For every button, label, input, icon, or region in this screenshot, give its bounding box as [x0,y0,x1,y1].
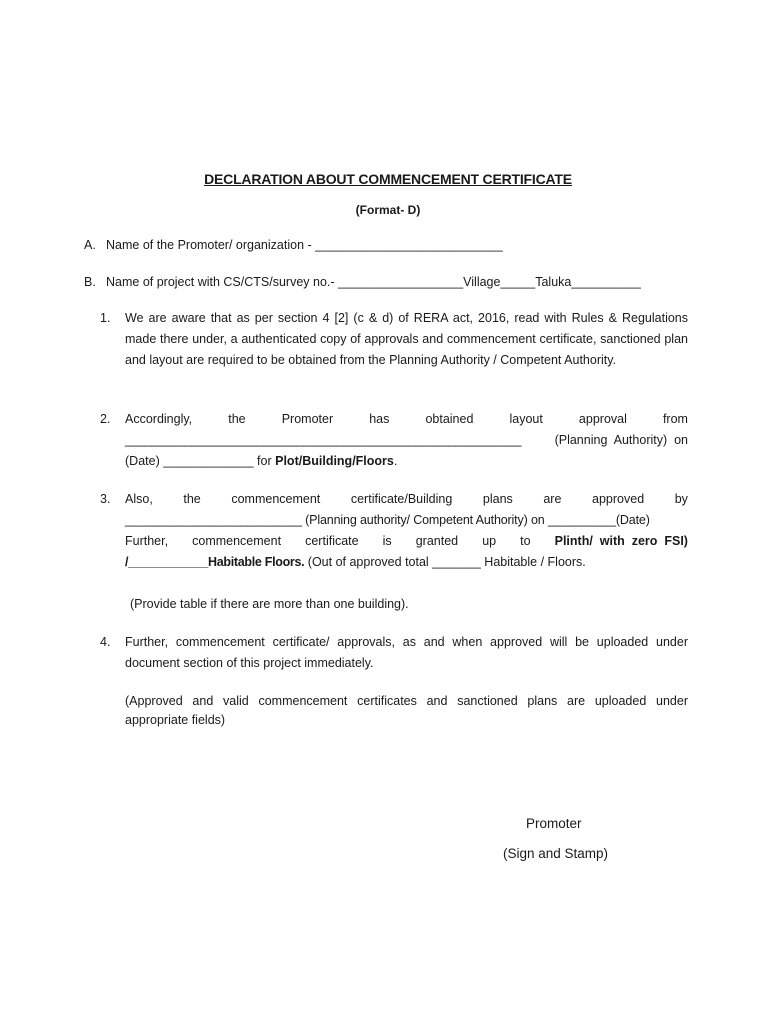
plinth-zero-fsi: Plinth/ with zero FSI) [554,534,688,548]
field-a-letter: A. [84,238,96,252]
format-label: (Format- D) [355,203,421,217]
note-provide-table: (Provide table if there are more than one building). [130,597,409,611]
item-3-word: commencement [192,534,282,548]
field-b-text: Name of project with CS/CTS/survey no.- __________________Village_____Taluka__________ [106,275,641,289]
item-4-text: Further, commencement certificate/ approvals, as and when approved will be uploaded under document section of this project immediately. [125,635,688,670]
date-blank: (Date) _____________ for [125,454,276,468]
item-3-word: are [543,492,562,506]
item-2-line-1 [125,409,688,430]
item-2-word: the [228,412,246,426]
promoter-label: Promoter [526,816,582,831]
item-3-text [125,489,688,573]
item-3-line-1 [125,489,688,510]
item-2-text [125,409,688,472]
item-3-word: plans [482,492,513,506]
item-3-word: is [382,534,392,548]
item-3-word: granted [415,534,459,548]
sign-and-stamp: (Sign and Stamp) [503,846,609,861]
project-name-field [84,275,641,289]
approved-total: (Out of approved total _______ Habitable / Floors. [304,555,586,569]
item-2-word: obtained [425,412,474,426]
item-1-text: We are aware that as per section 4 [2] (c & d) of RERA act, 2016, read with Rules & Regulations made there under, a authenticated copy of approvals and commencement certificate, sanctioned plan and layout are required to be obtained from the Planning Authority / Competent Authority. [125,311,688,367]
note-approved-valid: (Approved and valid commencement certificates and sanctioned plans are uploaded under appropriate fields) [125,694,688,727]
habitable-floors: /____________Habitable Floors. [125,555,305,569]
item-3-word: by [674,492,688,506]
item-2-word: has [369,412,390,426]
item-2-word: from [662,412,688,426]
item-2-word: Promoter [281,412,334,426]
plot-building-floors: Plot/Building/Floors [275,454,394,468]
item-3-word: approved [592,492,645,506]
list-item-4 [100,632,688,674]
item-2-number: 2. [100,412,111,426]
item-3-line-2: __________________________ (Planning authority/ Competent Authority) on __________(Date) [125,513,650,527]
item-2-word: Accordingly, [125,412,193,426]
item-3-word: to [520,534,531,548]
item-3-word: up [482,534,497,548]
item-3-word: Also, [125,492,153,506]
item-2-line-3-end: . [393,454,398,468]
item-3-line-3 [125,531,688,552]
item-2-line-2-suffix: (Planning Authority) on [554,433,688,447]
item-3-number: 3. [100,492,111,506]
item-2-line-3 [125,451,688,472]
document-title: DECLARATION ABOUT COMMENCEMENT CERTIFICATE [204,171,572,187]
item-2-word: layout [509,412,543,426]
field-b-letter: B. [84,275,96,289]
item-3-word: commencement [231,492,321,506]
item-3-line-4 [125,552,688,573]
list-item-1 [100,308,688,371]
item-3-word: the [183,492,201,506]
item-1-number: 1. [100,311,111,325]
list-item-2 [100,409,688,472]
field-a-text: Name of the Promoter/ organization - ___________________________ [106,238,503,252]
promoter-name-field [84,238,503,252]
item-3-word: certificate [305,534,359,548]
item-4-number: 4. [100,635,111,649]
item-2-line-2 [125,430,688,451]
item-2-word: approval [578,412,627,426]
item-3-word: Further, [125,534,169,548]
planning-authority-blank: ____________________________________________________________ [125,433,522,447]
item-3-word: certificate/Building [350,492,453,506]
list-item-3 [100,489,688,573]
